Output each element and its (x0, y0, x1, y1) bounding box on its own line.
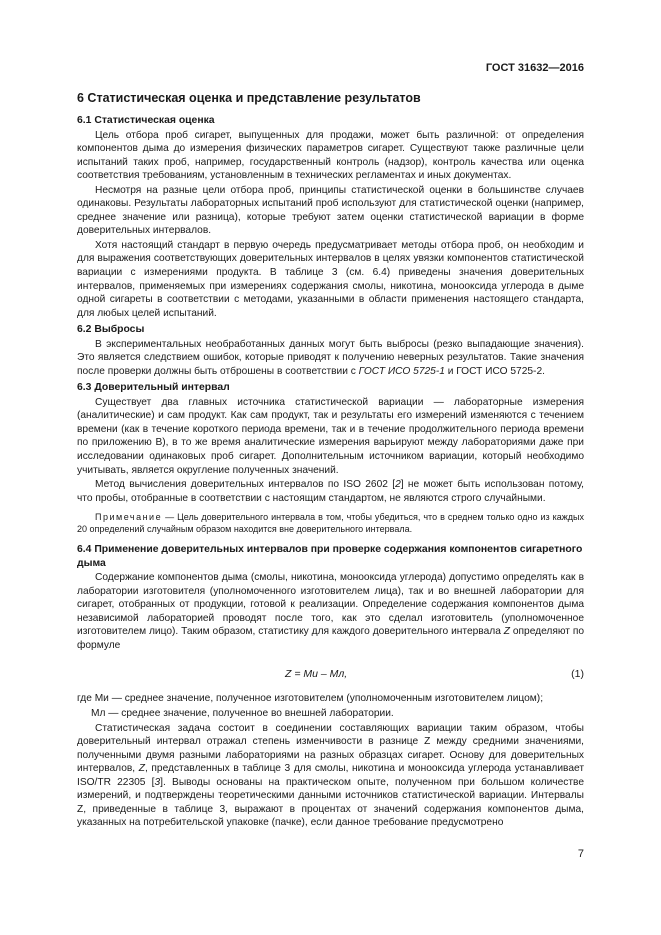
page-number: 7 (577, 848, 584, 860)
formula-where-line: где Mи — среднее значение, полученное изготовителем (уполномоченным изготовителем лицом); (77, 693, 544, 705)
paragraph: Цель отбора проб сигарет, выпущенных для продажи, может быть различной: от определения компонентов дыма до измерения физических параметров сигарет. Существуют также различные цели испытаний таких проб, например, государственный контроль (надзор), контроль качества или оценка соответствия требованиям, установленным в технических регламентах и иных документах. (77, 129, 584, 182)
text-run: определяют по формуле (77, 626, 584, 651)
text-run: Содержание компонентов дыма (смолы, никотина, монооксида углерода) допустимо определять как в лаборатории изготовителя (уполномоченного изготовителем лица), так и во внешней лаборатории для сигарет, отобранных от продукции, готовой к реализации. Определение содержания компонентов дыма независимой лабораторией проводят после того, как это сделал изготовитель (уполномоченное изготовителем лицо). Таким образом, статистику для каждого доверительного интервала (77, 572, 584, 638)
subsection-6-4-title: 6.4 Применение доверительных интервалов при проверке содержания компонентов сигаретного дыма (77, 544, 583, 569)
text-run: ]. Выводы основаны на практическом опыте, полученном при большом количестве измерений, и подтверждены теоретическими данными источников статистической вариации. Интервалы Z, приведенные в таблице 3, выражают в процентах от значений содержания компонентов дыма, указанных на потребительской упаковке (пачке), если данное требование предусмотрено (77, 776, 584, 829)
paragraph: Хотя настоящий стандарт в первую очередь предусматривает методы отбора проб, он необходим и для выражения соответствующих доверительных интервалов в целях увязки компонентов статистической вариации с измерениями продукта. В таблице 3 (см. 6.4) приведены значения доверительных интервалов, применяемых при измерениях содержания смолы, никотина, монооксида углерода в дыме одной сигареты в соответствии с методами, указанными в области применения настоящего стандарта, для любых целей испытаний. (77, 239, 584, 319)
paragraph (77, 478, 584, 505)
paragraph (77, 722, 584, 830)
note-label: Примечание (95, 512, 163, 523)
text-run: В экспериментальных необработанных данных могут быть выбросы (резко выпадающие значения). Это является следствием ошибок, которые приводят к получению неверных результатов. Такие значения после проверки должны быть отброшены в соответствии с (77, 338, 584, 377)
note (77, 511, 584, 535)
subsection-6-3-title: 6.3 Доверительный интервал (77, 382, 230, 394)
paragraph: Существует два главных источника статистической вариации — лабораторные измерения (аналитические) и сам продукт. Как сам продукт, так и результаты его измерений изменяются с течением времени (как в течение короткого периода времени, так и в течение продолжительного периода времени по приложению В), в то же время аналитические измерения варьируют между лабораториями даже при исследовании одинаковых проб сигарет. Дополнительным источником вариации, который необходимо учитывать, является округление полученных значений. (77, 396, 584, 476)
formula-where-line: Mл — среднее значение, полученное во внешней лаборатории. (91, 708, 394, 719)
note-text: — Цель доверительного интервала в том, чтобы убедиться, что в среднем только одно из каждых 20 определений случайным образом находится вне доверительного интервала. (77, 512, 584, 535)
variable-z: Z (503, 626, 510, 638)
text-run: и ГОСТ ИСО 5725-2. (444, 365, 545, 377)
formula-expression: Z = Mи – Mл, (285, 668, 348, 681)
text-run: Метод вычисления доверительных интервалов по ISO 2602 [ (95, 479, 396, 491)
document-id-header: ГОСТ 31632—2016 (485, 62, 584, 74)
paragraph: Несмотря на разные цели отбора проб, принципы статистической оценки в большинстве случаев одинаковы. Результаты лабораторных испытаний проб используют для статистической оценки (например, среднее значение или разница), которые требуют затем оценки статистической вариации в форме доверительных интервалов. (77, 184, 584, 237)
paragraph (77, 571, 584, 652)
text-run: Статистическая задача состоит в соединении составляющих вариации таким образом, чтобы доверительный интервал отражал степень изменчивости в разнице Z между средними значениями, полученными двумя разными лабораториями на разных образцах сигарет. Основу для доверительных интервалов, (77, 722, 584, 775)
variable-z: Z (138, 763, 145, 775)
formula (77, 666, 584, 688)
text-run: ] не может быть использован потому, что пробы, отобранные в соответствии с настоящим стандартом, не являются строго случайными. (77, 479, 584, 504)
subsection-6-1-title: 6.1 Статистическая оценка (77, 115, 215, 126)
citation-number: 3 (154, 776, 161, 788)
section-title: 6 Статистическая оценка и представление результатов (77, 91, 421, 105)
page-content (77, 90, 584, 831)
paragraph (77, 338, 584, 379)
text-run: , представленных в таблице 3 для смолы, никотина и монооксида углерода устанавливает ISO/TR 22305 [ (77, 763, 584, 788)
formula-number: (1) (571, 668, 584, 681)
citation-number: 2 (395, 479, 401, 491)
reference-link: ГОСТ ИСО 5725-1 (358, 365, 445, 377)
subsection-6-2-title: 6.2 Выбросы (77, 324, 145, 336)
